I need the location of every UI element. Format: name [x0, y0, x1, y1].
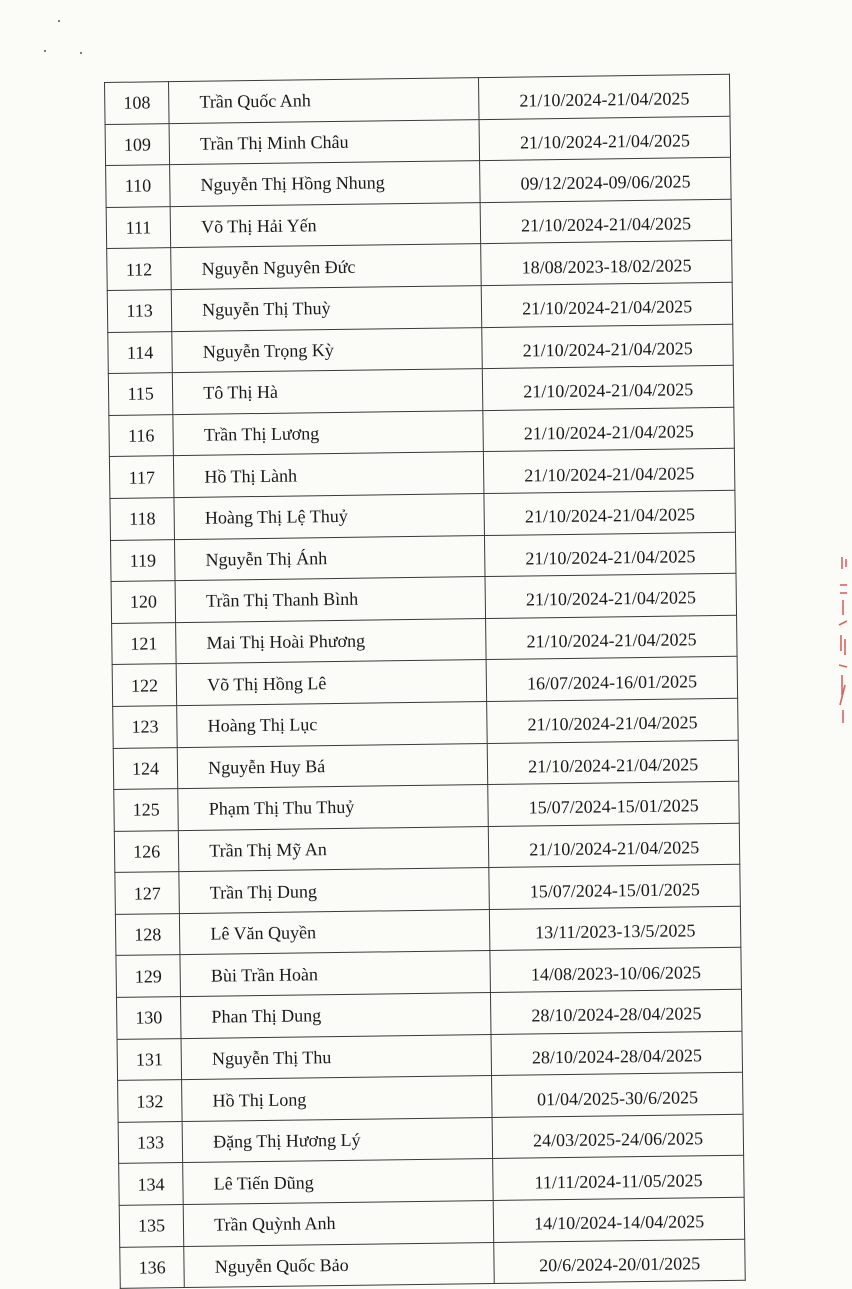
date-range: 18/08/2023-18/02/2025 [481, 241, 732, 286]
date-range: 28/10/2024-28/04/2025 [491, 1031, 742, 1076]
row-number: 111 [106, 206, 171, 248]
row-number: 132 [118, 1080, 183, 1122]
person-name: Trần Thị Lương [173, 410, 484, 456]
date-range: 15/07/2024-15/01/2025 [489, 865, 740, 910]
row-number: 135 [119, 1205, 184, 1247]
person-name: Nguyễn Thị Hồng Nhung [170, 161, 481, 207]
row-number: 131 [117, 1038, 182, 1080]
row-number: 127 [115, 872, 180, 914]
scan-marks [40, 18, 100, 68]
date-range: 21/10/2024-21/04/2025 [486, 615, 737, 660]
row-number: 126 [114, 830, 179, 872]
row-number: 130 [116, 997, 181, 1039]
person-name: Nguyễn Huy Bá [177, 743, 488, 789]
person-name: Tô Thị Hà [173, 369, 484, 415]
date-range: 21/10/2024-21/04/2025 [485, 573, 736, 618]
row-number: 109 [105, 123, 170, 165]
person-name: Trần Thị Minh Châu [169, 119, 480, 165]
row-number: 110 [106, 165, 171, 207]
person-name: Nguyễn Trọng Kỳ [172, 327, 483, 373]
person-name: Nguyễn Thị Thuỳ [171, 286, 482, 332]
person-name: Võ Thị Hồng Lê [176, 660, 487, 706]
date-range: 21/10/2024-21/04/2025 [479, 116, 730, 161]
person-name: Mai Thị Hoài Phương [176, 618, 487, 664]
person-name: Hoàng Thị Lệ Thuỷ [174, 493, 485, 539]
date-range: 20/6/2024-20/01/2025 [494, 1239, 745, 1284]
person-name: Phạm Thị Thu Thuỷ [178, 785, 489, 831]
date-range: 15/07/2024-15/01/2025 [488, 781, 739, 826]
date-range: 21/10/2024-21/04/2025 [479, 74, 730, 119]
row-number: 112 [107, 248, 172, 290]
person-name: Trần Thị Dung [179, 868, 490, 914]
row-number: 136 [120, 1246, 185, 1288]
table-row [120, 1239, 745, 1289]
date-range: 21/10/2024-21/04/2025 [483, 365, 734, 410]
person-name: Hoàng Thị Lục [177, 701, 488, 747]
row-number: 128 [115, 913, 180, 955]
person-name: Hồ Thị Lành [174, 452, 485, 498]
person-name: Đặng Thị Hương Lý [182, 1117, 493, 1163]
row-number: 122 [112, 664, 177, 706]
date-range: 24/03/2025-24/06/2025 [492, 1114, 743, 1159]
stamp-edge-mark [836, 555, 850, 725]
person-name: Nguyễn Thị Ánh [175, 535, 486, 581]
row-number: 133 [118, 1121, 183, 1163]
person-name: Bùi Trần Hoàn [180, 951, 491, 997]
roster-table [104, 74, 746, 1289]
date-range: 16/07/2024-16/01/2025 [486, 657, 737, 702]
row-number: 123 [113, 706, 178, 748]
person-name: Trần Quốc Anh [169, 78, 480, 124]
date-range: 28/10/2024-28/04/2025 [491, 989, 742, 1034]
person-name: Phan Thị Dung [181, 993, 492, 1039]
row-number: 119 [110, 539, 175, 581]
date-range: 14/10/2024-14/04/2025 [493, 1197, 744, 1242]
person-name: Nguyễn Thị Thu [181, 1034, 492, 1080]
row-number: 120 [111, 581, 176, 623]
date-range: 21/10/2024-21/04/2025 [485, 532, 736, 577]
row-number: 114 [108, 331, 173, 373]
date-range: 21/10/2024-21/04/2025 [482, 324, 733, 369]
person-name: Hồ Thị Long [182, 1076, 493, 1122]
row-number: 108 [105, 82, 170, 124]
person-name: Trần Thị Mỹ An [179, 826, 490, 872]
row-number: 121 [112, 622, 177, 664]
date-range: 21/10/2024-21/04/2025 [487, 740, 738, 785]
row-number: 117 [109, 456, 174, 498]
date-range: 21/10/2024-21/04/2025 [480, 199, 731, 244]
person-name: Nguyễn Nguyên Đức [171, 244, 482, 290]
row-number: 124 [113, 747, 178, 789]
row-number: 125 [114, 789, 179, 831]
person-name: Trần Thị Thanh Bình [175, 577, 486, 623]
date-range: 21/10/2024-21/04/2025 [483, 407, 734, 452]
row-number: 134 [119, 1163, 184, 1205]
date-range: 21/10/2024-21/04/2025 [482, 282, 733, 327]
person-name: Võ Thị Hải Yến [170, 202, 481, 248]
date-range: 21/10/2024-21/04/2025 [487, 698, 738, 743]
roster-table-body [105, 74, 746, 1288]
row-number: 113 [107, 290, 172, 332]
date-range: 13/11/2023-13/5/2025 [490, 906, 741, 951]
date-range: 21/10/2024-21/04/2025 [484, 449, 735, 494]
date-range: 11/11/2024-11/05/2025 [493, 1156, 744, 1201]
person-name: Nguyễn Quốc Bảo [184, 1242, 495, 1288]
row-number: 129 [116, 955, 181, 997]
date-range: 01/04/2025-30/6/2025 [492, 1072, 743, 1117]
date-range: 14/08/2023-10/06/2025 [490, 948, 741, 993]
row-number: 116 [109, 414, 174, 456]
row-number: 115 [108, 373, 173, 415]
date-range: 21/10/2024-21/04/2025 [484, 490, 735, 535]
date-range: 21/10/2024-21/04/2025 [489, 823, 740, 868]
person-name: Lê Văn Quyền [180, 909, 491, 955]
date-range: 09/12/2024-09/06/2025 [480, 157, 731, 202]
person-name: Lê Tiến Dũng [183, 1159, 494, 1205]
person-name: Trần Quỳnh Anh [183, 1201, 494, 1247]
row-number: 118 [110, 498, 175, 540]
